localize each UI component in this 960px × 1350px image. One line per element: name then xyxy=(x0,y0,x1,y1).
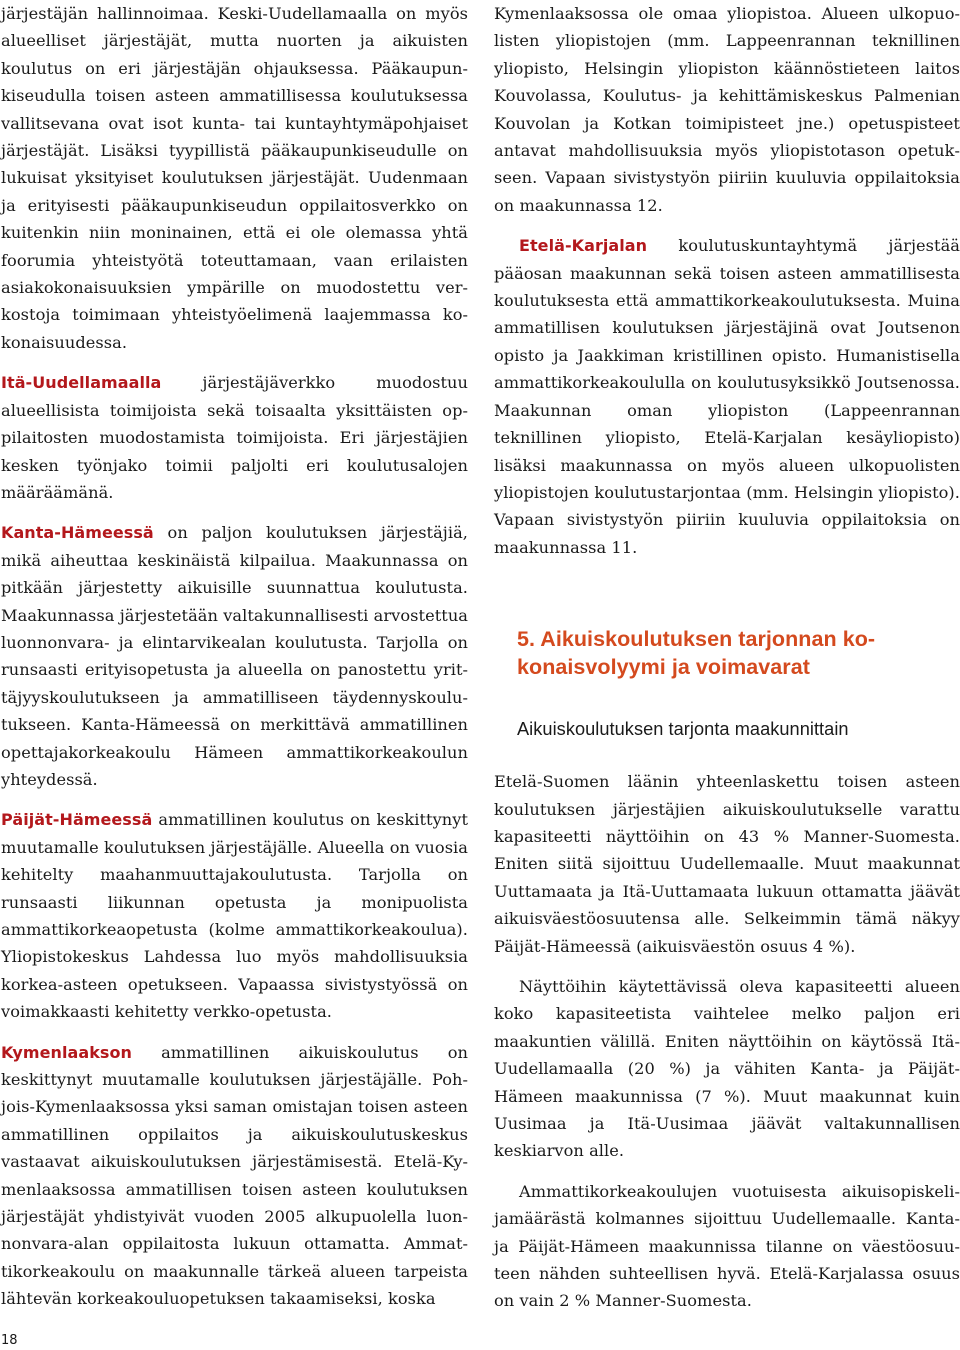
paragraph-kymenlaakso-cont: Kymenlaaksossa ole omaa yliopistoa. Alueen ulkopuolisten yliopistojen (mm. Lappeenrannan teknillinen yliopisto, Helsingin yliopiston käännöstieteen laitos Kouvolassa, Koulutus- ja kehittämiskeskus Palmenian Kouvolan ja Kotkan toimipisteet jne.) opetuspisteet antavat mahdollisuuksia myös yliopistotason opetukseen. Vapaan sivistystyön piiriin kuuluvia oppilaitoksia on maakunnassa 12. xyxy=(494,4,960,215)
paragraph-ita-uusimaa xyxy=(1,369,468,506)
region-heading-etela-karjala: Etelä-Karjalan xyxy=(519,236,648,256)
paragraph-text: ammatillinen koulutus on keskittynyt muutamalle koulutuksen järjestäjälle. Alueella on vuosia kehitelty maahanmuuttajakoulutusta. Tarjolla on runsaasti liikunnan opetusta ja monipuolista ammattikorkeaopetusta (kolme ammattikorkeakoulua). Yliopistokeskus Lahdessa luo myös mahdollisuuksia korkea-asteen opetukseen. Vapaassa sivistystyössä on voimakkaasti kehitetty verkko-opetusta. xyxy=(1,810,468,1022)
page-number: 18 xyxy=(1,1333,18,1348)
region-heading-kymenlaakso: Kymenlaakson xyxy=(1,1042,132,1062)
paragraph-uusimaa: järjestäjän hallinnoimaa. Keski-Uudellamaalla on myös alueelliset järjestäjät, mutta nuorten ja aikuisten koulutus on eri järjestäjän ohjauksessa. Pääkaupunkiseudulla toisen asteen ammatillisessa koulutuksessa vallitsevana ovat isot kunta- tai kuntayhtymäpohjaiset järjestäjät. Lisäksi tyypillistä pääkaupunkiseudulle on lukuisat yksityiset koulutuksen järjestäjät. Uudenmaan ja erityisesti pääkaupunkiseudun oppilaitosverkko on kuitenkin niin moninainen, että ei ole olemassa yhtä foorumia yhteistyötä toteuttamaan, vaan erilaisten asiakokonaisuuksien ympärille on muodostettu verkostoja toimimaan yhteistyöelimenä laajemmassa kokonaisuudessa. xyxy=(1,4,468,352)
paragraph-paijat-hame xyxy=(1,806,468,1025)
paragraph-amk: Ammattikorkeakoulujen vuotuisesta aikuisopiskelijamäärästä kolmannes sijoittuu Uudellemaalle. Kanta- ja Päijät-Hämeen maakunnissa tilanne on väestöosuuteen nähden suhteellisen hyvä. Etelä-Karjalassa osuus on vain 2 % Manner-Suomesta. xyxy=(494,1181,960,1311)
paragraph-demonstrations: Näyttöihin käytettävissä oleva kapasiteetti alueen koko kapasiteetista vaihtelee melko paljon eri maakuntien välillä. Eniten näyttöihin on käytössä Itä-Uudellamaalla (20 %) ja vähiten Kanta- ja Päijät-Hämeen maakunnissa (7 %). Muut maakunnat kuin Uusimaa ja Itä-Uusimaa jäävät valtakunnallisen keskiarvon alle. xyxy=(494,976,960,1161)
right-column xyxy=(494,0,960,1328)
paragraph-etela-karjala xyxy=(494,232,960,561)
subsection-title: Aikuiskoulutuksen tarjonta maakunnittain xyxy=(517,719,849,740)
paragraph-text: ammatillinen aikuiskoulutus on keskittynyt muutamalle koulutuksen järjestäjälle. Pohjois-Kymenlaaksossa yksi saman omistajan toisen asteen ammatillinen oppilaitos ja aikuiskoulutuskeskus vastaavat aikuiskoulutuksen järjestämisestä. Etelä-Kymenlaaksossa ammatillisen toisen asteen koulutuksen järjestäjät yhdistyivät vuoden 2005 alkupuolella luonnonvara-alan oppilaitosta lukuun ottamatta. Ammattikorkeakoulu on maakunnalle tärkeä alueen tarpeista lähtevän korkeakouluopetuksen takaamiseksi, koska xyxy=(1,1042,468,1309)
region-heading-ita-uusimaa: Itä-Uudellamaalla xyxy=(1,373,162,393)
paragraph-capacity: Etelä-Suomen läänin yhteenlaskettu toisen asteen koulutuksen järjestäjien aikuiskoulutukselle varattu kapasiteetti näyttöihin on 43 % Manner-Suomesta. Eniten siitä sijoittuu Uudellemaalle. Muut maakunnat Uuttamaata ja Itä-Uuttamaata lukuun ottamatta jäävät aikuisväestöosuutensa alle. Selkeimmin tämä näkyy Päijät-Hämeessä (aikuisväestön osuus 4 %). xyxy=(494,772,960,956)
section-title: 5. Aikuiskoulutuksen tarjonnan kokonaisvolyymi ja voimavarat xyxy=(517,627,876,680)
region-heading-paijat-hame: Päijät-Hämeessä xyxy=(1,810,153,830)
paragraph-text: järjestäjäverkko muodostuu alueellisista toimijoista sekä toisaalta yksittäisten oppilaitosten muodostamista toimijoista. Eri järjestäjien kesken työnjako toimii paljolti eri koulutusalojen määräämänä. xyxy=(1,373,468,502)
paragraph-kymenlaakso xyxy=(1,1039,468,1313)
region-heading-kanta-hame: Kanta-Hämeessä xyxy=(1,523,154,543)
paragraph-kanta-hame xyxy=(1,519,468,793)
paragraph-text: koulutuskuntayhtymä järjestää pääosan maakunnan sekä toisen asteen ammatillisesta koulutuksesta että ammattikorkeakoulutuksesta. Muina ammatillisen koulutuksen järjestäjinä ovat Joutsenon opisto ja Jaakkiman kristillinen opisto. Humanistisella ammattikorkeakoululla on koulutusyksikkö Joutsenossa. Maakunnan oman yliopiston (Lappeenrannan teknillinen yliopisto, Etelä-Karjalan kesäyliopisto) lisäksi maakunnassa on myös alueen ulkopuolisten yliopistojen koulutustarjontaa (mm. Helsingin yliopisto). Vapaan sivistystyön piiriin kuuluvia oppilaitoksia on maakunnassa 11. xyxy=(494,236,960,557)
paragraph-text: on paljon koulutuksen järjestäjiä, mikä aiheuttaa keskinäistä kilpailua. Maakunnassa on pitkään järjestetty aikuisille suunnattua koulutusta. Maakunnassa järjestetään valtakunnallisesti arvostettua luonnonvara- ja elintarvikealan koulutusta. Tarjolla on runsaasti erityisopetusta ja alueella on panostettu yrittäjyyskoulutukseen ja ammatilliseen täydennyskoulutukseen. Kanta-Hämeessä on merkittävä ammatillinen opettajakorkeakoulu Hämeen ammattikorkeakoulun yhteydessä. xyxy=(1,523,468,789)
left-column xyxy=(1,0,468,1326)
